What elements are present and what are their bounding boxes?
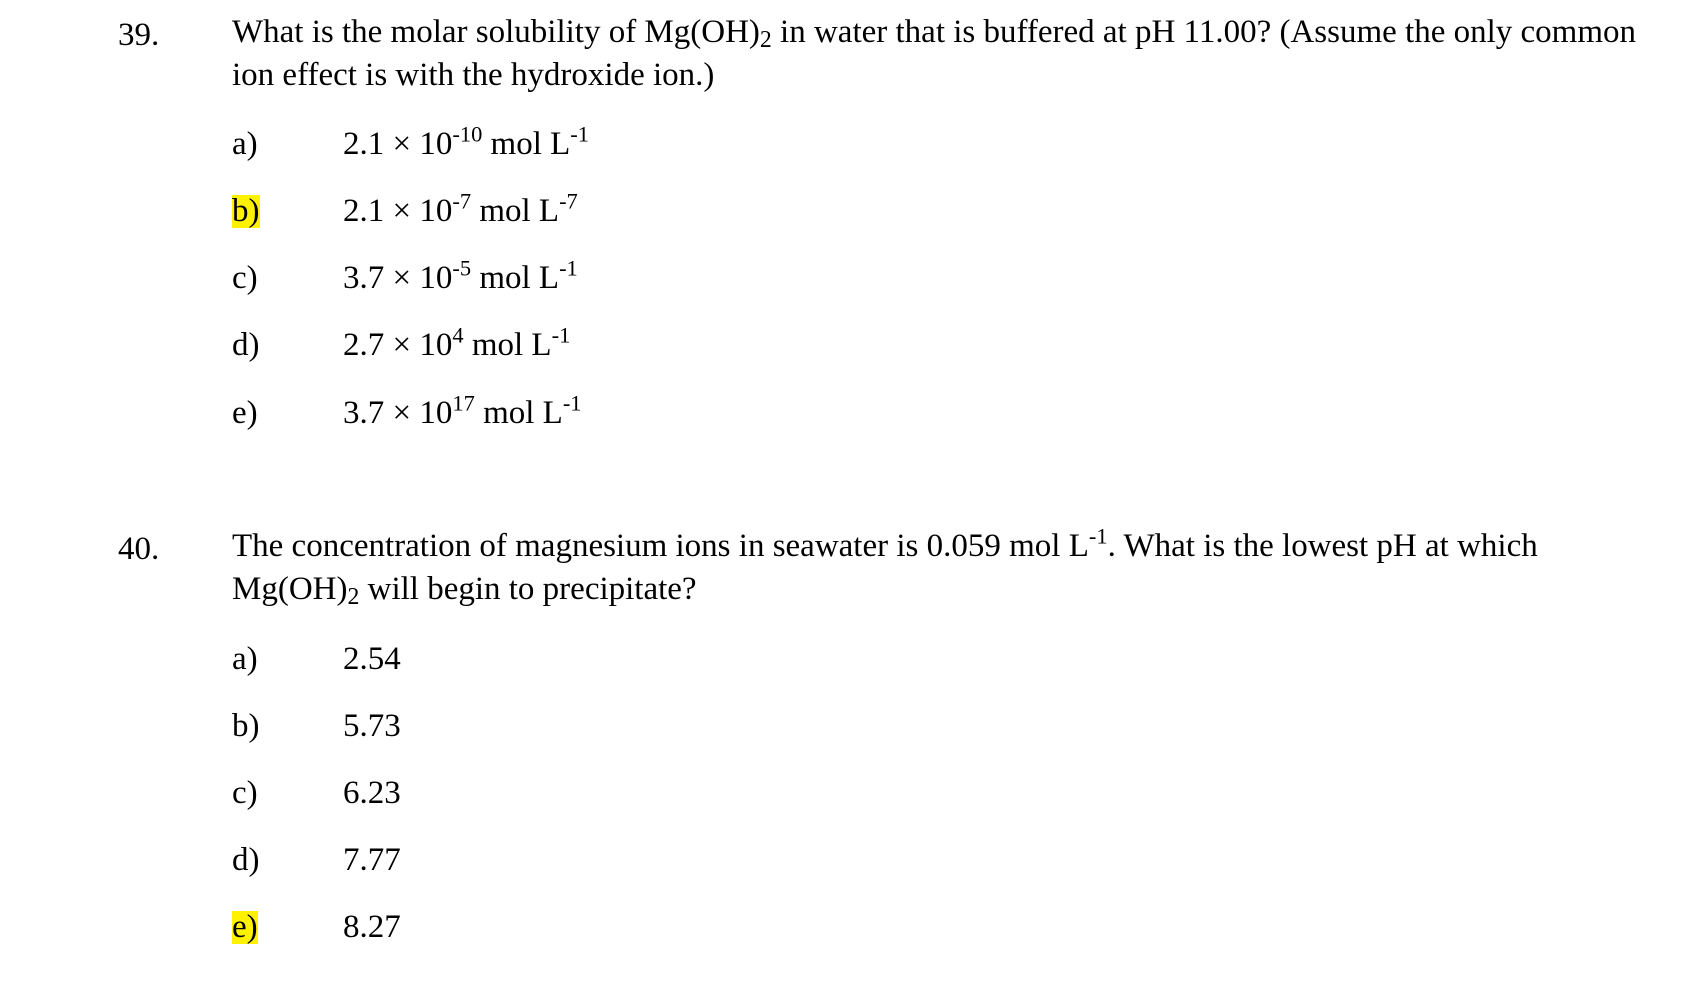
option-value: $2.1 \times 10^{-7}$ mol $L^{-7}$ (343, 188, 578, 229)
option-letter: d) (232, 327, 260, 363)
option-value: 2.54 (343, 641, 401, 677)
option-value: 6.23 (343, 775, 401, 811)
question-number: 39. (118, 17, 160, 53)
option-value: 8.27 (343, 909, 401, 945)
option-letter: d) (232, 842, 260, 878)
option-value: $3.7 \times 10^{-5}$ mol $L^{-1}$ (343, 255, 578, 296)
option-letter: c) (232, 775, 258, 811)
option-value: $3.7 \times 10^{17}$ mol $L^{-1}$ (343, 390, 582, 431)
option-letter: c) (232, 260, 258, 296)
option-letter-highlighted: b) (232, 193, 260, 229)
option-letter: e) (232, 395, 258, 431)
option-letter: a) (232, 126, 258, 162)
option-value: $2.1 \times 10^{-10}$ mol $L^{-1}$ (343, 121, 589, 162)
option-letter: b) (232, 708, 260, 744)
option-letter: a) (232, 641, 258, 677)
question-number: 40. (118, 531, 160, 567)
option-letter-highlighted: e) (232, 909, 258, 945)
question-stem: The concentration of magnesium ions in seawater is 0.059 mol $L^{-1}$. What is the lowest pH at which $Mg(OH)_2$ will begin to precipitate? (232, 523, 1538, 611)
option-value: 7.77 (343, 842, 401, 878)
option-value: 5.73 (343, 708, 401, 744)
question-stem: What is the molar solubility of $Mg(OH)_2$ in water that is buffered at pH 11.00? (Assume the only common ion effect is with the hydroxide ion.) (232, 14, 1637, 93)
option-value: $2.7 \times 10^4$ mol $L^{-1}$ (343, 322, 571, 363)
